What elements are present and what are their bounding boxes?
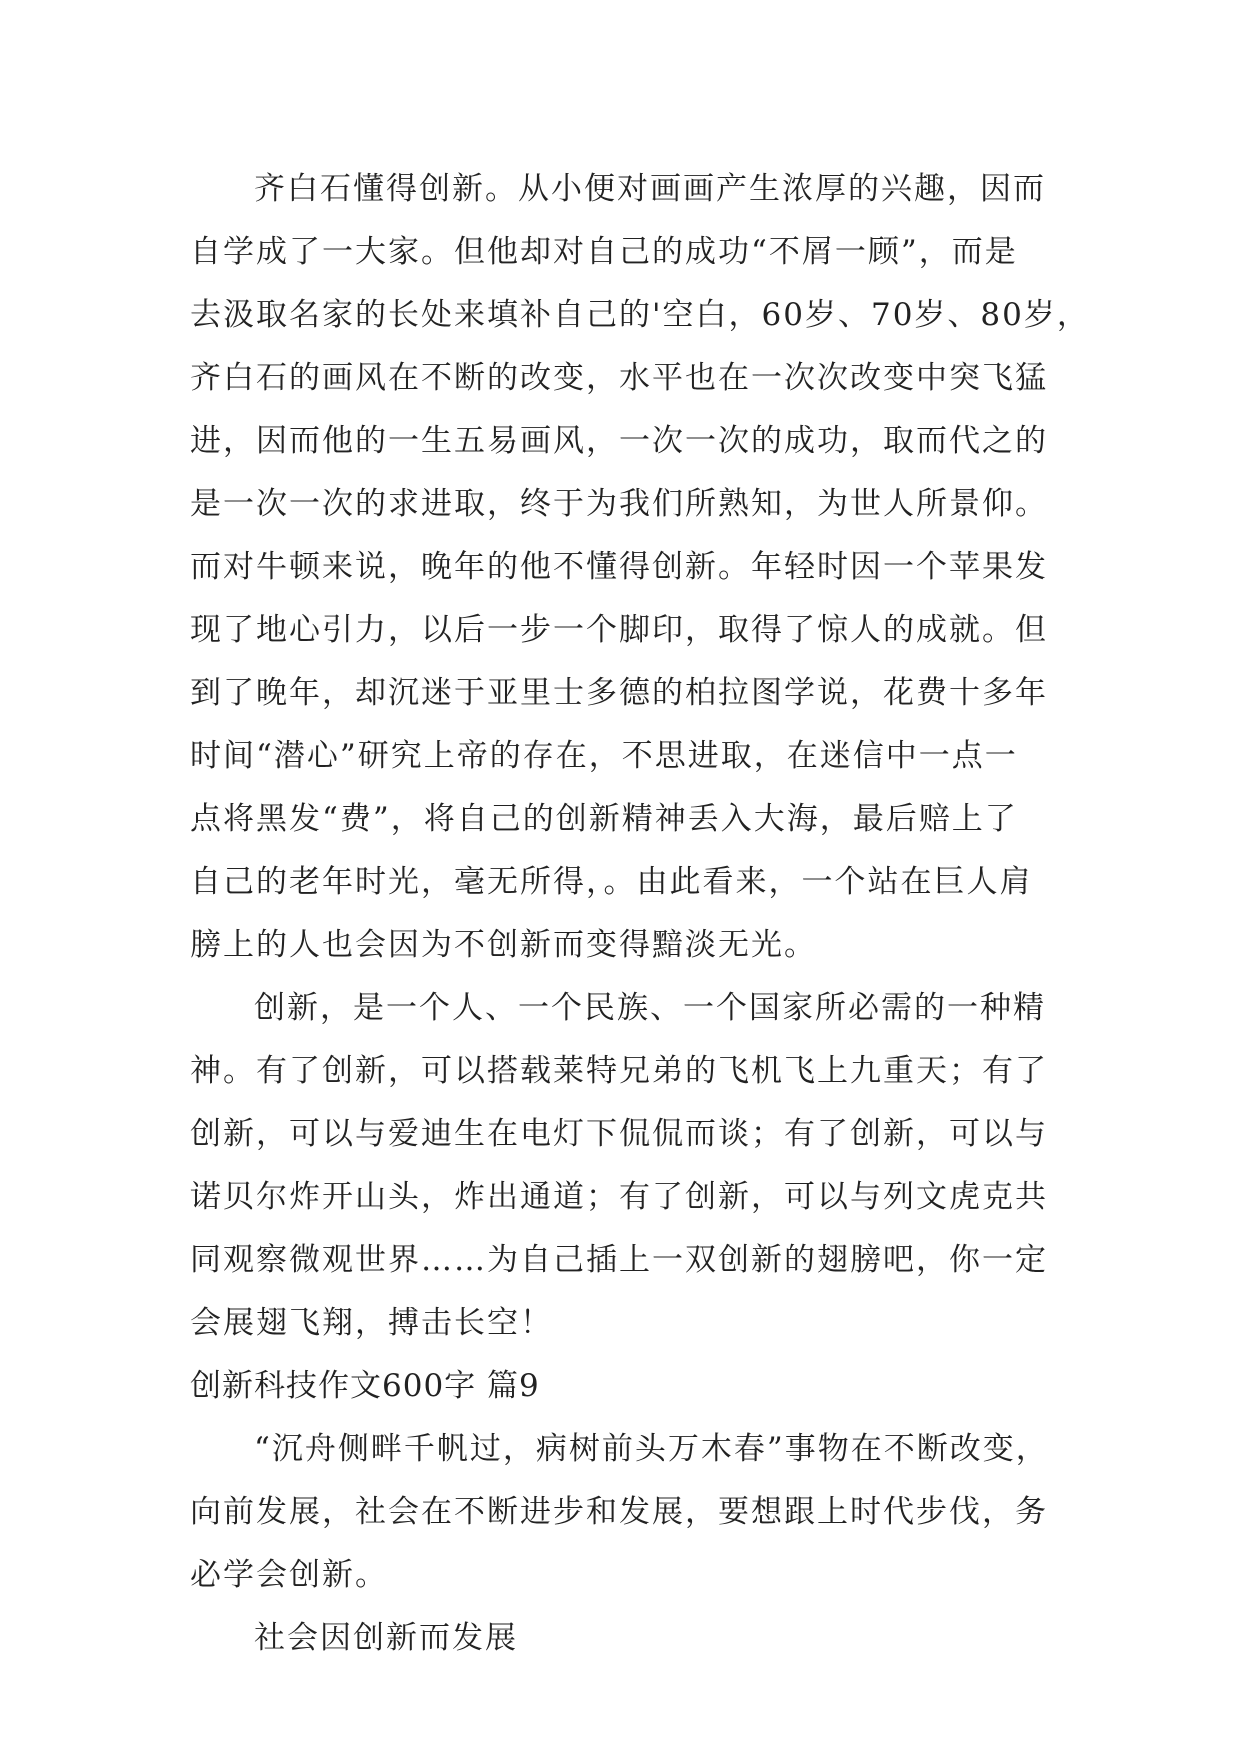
- paragraph-line: 而对牛顿来说，晚年的他不懂得创新。年轻时因一个苹果发: [190, 549, 1048, 585]
- paragraph-line: 必学会创新。: [190, 1557, 388, 1593]
- paragraph-line: 自学成了一大家。但他却对自己的成功“不屑一顾”，而是: [190, 234, 1018, 270]
- section-heading: 创新科技作文600字 篇9: [190, 1368, 540, 1404]
- paragraph-line: 齐白石懂得创新。从小便对画画产生浓厚的兴趣，因而: [254, 171, 1046, 207]
- paragraph-line: “沉舟侧畔千帆过，病树前头万木春”事物在不断改变，: [254, 1431, 1049, 1467]
- paragraph-line: 向前发展，社会在不断进步和发展，要想跟上时代步伐，务: [190, 1494, 1048, 1530]
- paragraph-line: 进，因而他的一生五易画风，一次一次的成功，取而代之的: [190, 423, 1048, 459]
- document-body: [190, 158, 1090, 1670]
- paragraph-line: 齐白石的画风在不断的改变，水平也在一次次改变中突飞猛: [190, 360, 1048, 396]
- paragraph-line: 时间“潜心”研究上帝的存在，不思进取，在迷信中一点一: [190, 738, 1018, 774]
- paragraph-line: 去汲取名家的长处来填补自己的'空白，60岁、70岁、80岁，: [190, 297, 1090, 333]
- paragraph-line: 是一次一次的求进取，终于为我们所熟知，为世人所景仰。: [190, 486, 1048, 522]
- paragraph-line: 诺贝尔炸开山头，炸出通道；有了创新，可以与列文虎克共: [190, 1179, 1048, 1215]
- paragraph-line: 创新，可以与爱迪生在电灯下侃侃而谈；有了创新，可以与: [190, 1116, 1048, 1152]
- paragraph-line: 到了晚年，却沉迷于亚里士多德的柏拉图学说，花费十多年: [190, 675, 1048, 711]
- paragraph-line: 点将黑发“费”，将自己的创新精神丢入大海，最后赔上了: [190, 801, 1018, 837]
- paragraph-line: 社会因创新而发展: [254, 1620, 518, 1656]
- paragraph-line: 会展翅飞翔，搏击长空！: [190, 1305, 553, 1341]
- paragraph-line: 现了地心引力，以后一步一个脚印，取得了惊人的成就。但: [190, 612, 1048, 648]
- paragraph-line: 同观察微观世界……为自己插上一双创新的翅膀吧，你一定: [190, 1242, 1048, 1278]
- paragraph-line: 膀上的人也会因为不创新而变得黯淡无光。: [190, 927, 817, 963]
- paragraph-line: 自己的老年时光，毫无所得，。由此看来，一个站在巨人肩: [190, 864, 1033, 900]
- paragraph-line: 神。有了创新，可以搭载莱特兄弟的飞机飞上九重天；有了: [190, 1053, 1048, 1089]
- paragraph-line: 创新，是一个人、一个民族、一个国家所必需的一种精: [254, 990, 1046, 1026]
